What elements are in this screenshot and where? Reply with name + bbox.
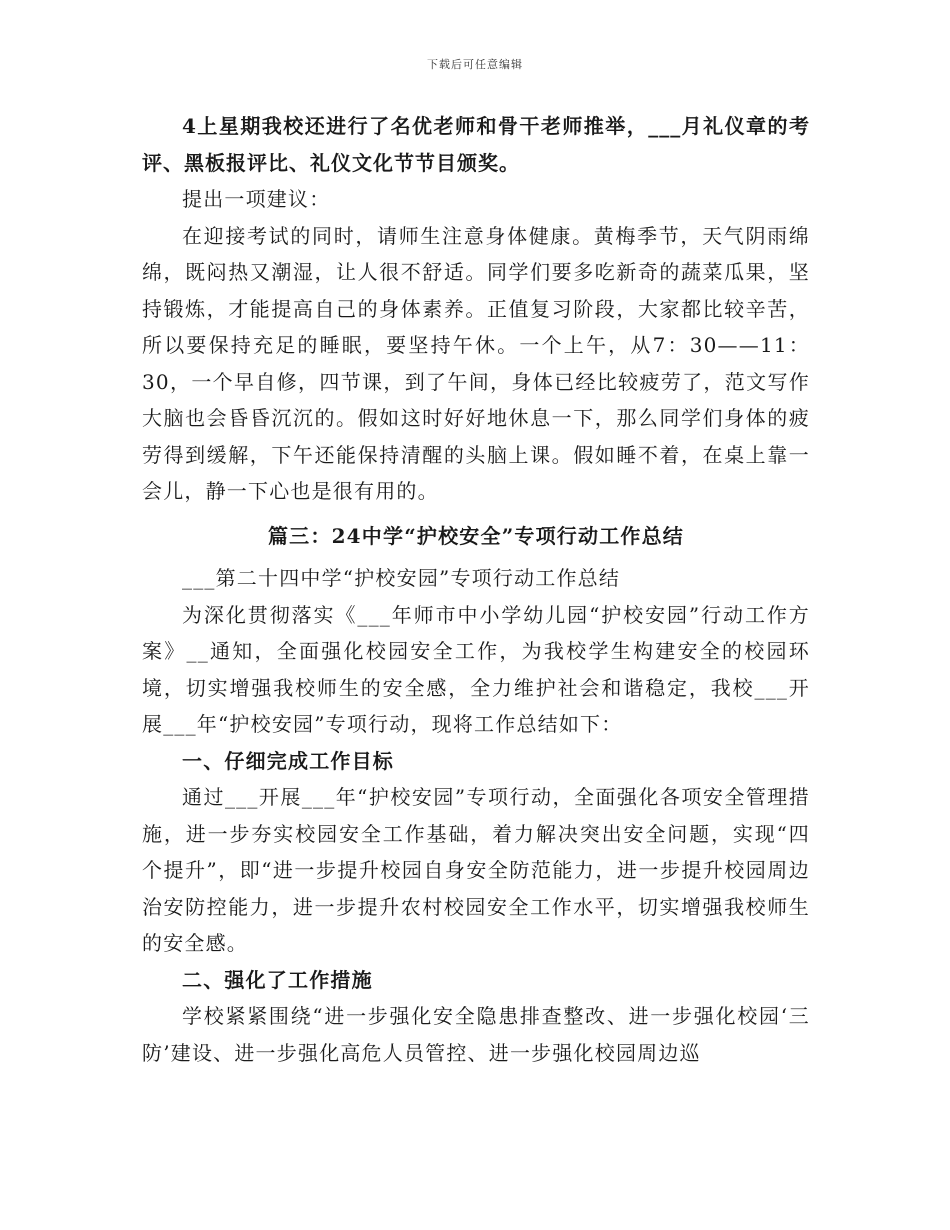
paragraph-school-recommendation: 4上星期我校还进行了名优老师和骨干老师推举，___月礼仪章的考评、黑板报评比、礼仪文化节节目颁奖。	[142, 114, 810, 175]
page-header-note: 下载后可任意编辑	[427, 58, 523, 71]
paragraph-goals: 通过___开展___年“护校安园”专项行动，全面强化各项安全管理措施，进一步夯实校园安全工作基础，着力解决突出安全问题，实现“四个提升”，即“进一步提升校园自身安全防范能力，进一步提升校园周边治安防控能力，进一步提升农村校园安全工作水平，切实增强我校师生的安全感。	[142, 785, 810, 955]
paragraph-measures: 学校紧紧围绕“进一步强化安全隐患排查整改、进一步强化校园‘三防’建设、进一步强化高危人员管控、进一步强化校园周边巡	[142, 1004, 810, 1065]
section-heading-measures: 二、强化了工作措施	[182, 967, 373, 992]
section-heading-goals: 一、仔细完成工作目标	[182, 748, 394, 773]
paragraph-intro: 为深化贯彻落实《___年师市中小学幼儿园“护校安园”行动工作方案》__通知，全面强化校园安全工作，为我校学生构建安全的校园环境，切实增强我校师生的安全感，全力维护社会和谐稳定，我校___开展___年“护校安园”专项行动，现将工作总结如下：	[142, 602, 810, 736]
paragraph-suggestion-intro: 提出一项建议：	[182, 187, 331, 211]
paragraph-health-advice: 在迎接考试的同时，请师生注意身体健康。黄梅季节，天气阴雨绵绵，既闷热又潮湿，让人很不舒适。同学们要多吃新奇的蔬菜瓜果，坚持锻炼，才能提高自己的身体素养。正值复习阶段，大家都比较辛苦，所以要保持充足的睡眠，要坚持午休。一个上午，从7：30——11：30，一个早自修，四节课，到了午间，身体已经比较疲劳了，范文写作大脑也会昏昏沉沉的。假如这时好好地休息一下，那么同学们身体的疲劳得到缓解，下午还能保持清醒的头脑上课。假如睡不着，在桌上靠一会儿，静一下心也是很有用的。	[142, 223, 810, 503]
document-body	[142, 108, 810, 1071]
paragraph-subtitle: ___第二十四中学“护校安园”专项行动工作总结	[182, 566, 621, 590]
article-heading: 篇三：24中学“护校安全”专项行动工作总结	[267, 523, 685, 548]
